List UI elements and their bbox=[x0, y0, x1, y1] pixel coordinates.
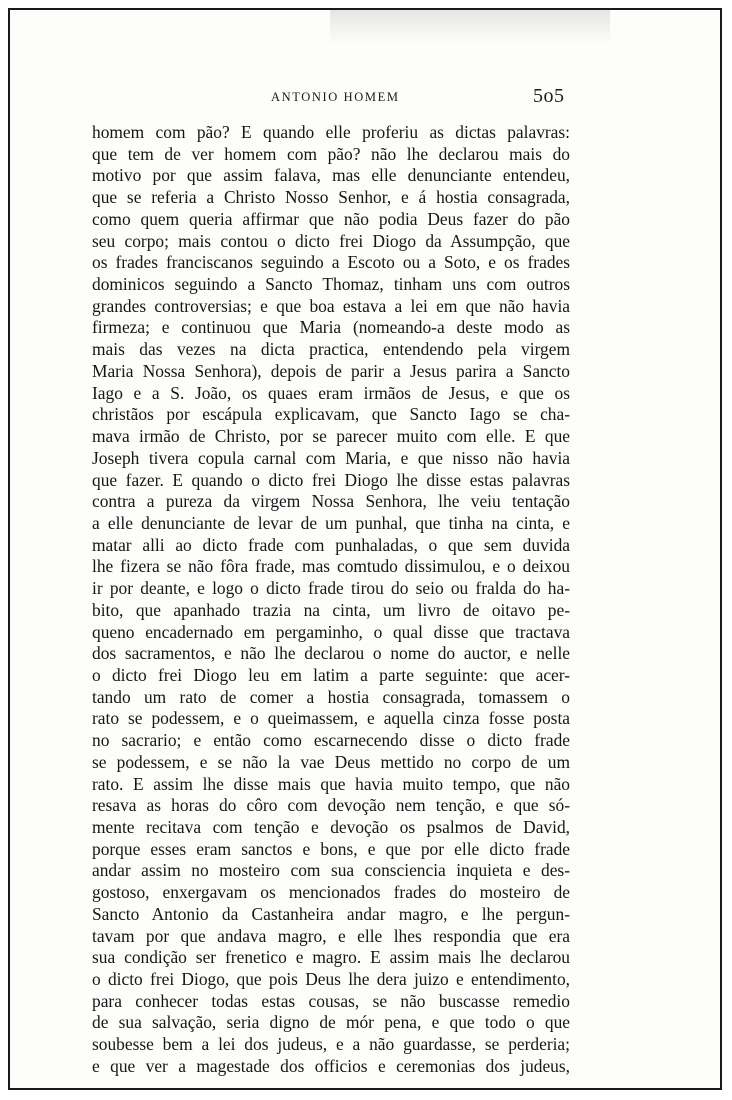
running-title: ANTONIO HOMEM bbox=[271, 90, 400, 104]
text-line: Maria Nossa Senhora), depois de parir a Jesus parira a Sancto bbox=[92, 360, 570, 381]
text-line: o dicto frei Diogo leu em latim a parte seguinte: que acer- bbox=[92, 664, 570, 685]
text-line: andar assim no mosteiro com sua consciencia inquieta e des- bbox=[92, 860, 570, 881]
text-line: os frades franciscanos seguindo a Escoto ou a Soto, e os frades bbox=[92, 252, 570, 273]
text-line: bito, que apanhado trazia na cinta, um livro de oitavo pe- bbox=[92, 599, 570, 620]
text-line: dos sacramentos, e não lhe declarou o nome do auctor, e nelle bbox=[92, 643, 570, 664]
text-line: rato se podessem, e o queimassem, e aquella cinza fosse posta bbox=[92, 708, 570, 729]
text-line: Iago e a S. João, os quaes eram irmãos de Jesus, e que os bbox=[92, 382, 570, 403]
text-line: christãos por escápula explicavam, que Sancto Iago se cha- bbox=[92, 404, 570, 425]
text-line: que fazer. E quando o dicto frei Diogo lhe disse estas palavras bbox=[92, 469, 570, 490]
text-line: o dicto frei Diogo, que pois Deus lhe dera juizo e entendimento, bbox=[92, 969, 570, 990]
text-line: resava as horas do côro com devoção nem tenção, e que só- bbox=[92, 795, 570, 816]
text-line: dominicos seguindo a Sancto Thomaz, tinham uns com outros bbox=[92, 274, 570, 295]
text-line: firmeza; e continuou que Maria (nomeando-a deste modo as bbox=[92, 317, 570, 338]
text-line: grandes controversias; e que boa estava a lei em que não havia bbox=[92, 295, 570, 316]
text-line: lhe fizera se não fôra frade, mas comtudo dissimulou, e o deixou bbox=[92, 556, 570, 577]
text-line: contra a pureza da virgem Nossa Senhora, lhe veiu tentação bbox=[92, 491, 570, 512]
text-line: homem com pão? E quando elle proferiu as dictas palavras: bbox=[92, 122, 570, 142]
text-line: sua condição ser frenetico e magro. E assim mais lhe declarou bbox=[92, 947, 570, 968]
text-line: Joseph tivera copula carnal com Maria, e que nisso não havia bbox=[92, 447, 570, 468]
text-line: soubesse bem a lei dos judeus, e a não guardasse, se perderia; bbox=[92, 1034, 570, 1055]
text-line: mais das vezes na dicta practica, entendendo pela virgem bbox=[92, 339, 570, 360]
text-line: se podessem, e se não la vae Deus mettido no corpo de um bbox=[92, 751, 570, 772]
body-text bbox=[92, 122, 570, 1078]
page-header bbox=[0, 87, 732, 111]
text-line: tando um rato de comer a hostia consagrada, tomassem o bbox=[92, 686, 570, 707]
text-line: ir por deante, e logo o dicto frade tirou do seio ou fralda do ha- bbox=[92, 578, 570, 599]
text-line: mava irmão de Christo, por se parecer muito com elle. E que bbox=[92, 426, 570, 447]
text-line: que se referia a Christo Nosso Senhor, e á hostia consagrada, bbox=[92, 187, 570, 208]
page-number: 5o5 bbox=[533, 85, 565, 107]
text-line: para conhecer todas estas cousas, se não buscasse remedio bbox=[92, 990, 570, 1011]
text-line: de sua salvação, seria digno de mór pena, e que todo o que bbox=[92, 1012, 570, 1033]
text-line: Sancto Antonio da Castanheira andar magro, e lhe pergun- bbox=[92, 903, 570, 924]
text-line: rato. E assim lhe disse mais que havia muito tempo, que não bbox=[92, 773, 570, 794]
text-line: e que ver a magestade dos officios e ceremonias dos judeus, bbox=[92, 1055, 570, 1076]
text-line: no sacrario; e então como escarnecendo disse o dicto frade bbox=[92, 730, 570, 751]
text-line: tavam por que andava magro, e elle lhes respondia que era bbox=[92, 925, 570, 946]
text-line: motivo por que assim falava, mas elle denunciante entendeu, bbox=[92, 165, 570, 186]
text-line: a elle denunciante de levar de um punhal, que tinha na cinta, e bbox=[92, 512, 570, 533]
text-line: como quem queria affirmar que não podia Deus fazer do pão bbox=[92, 208, 570, 229]
text-line: mente recitava com tenção e devoção os psalmos de David, bbox=[92, 817, 570, 837]
text-line: seu corpo; mais contou o dicto frei Diogo da Assumpção, que bbox=[92, 230, 570, 251]
text-line: porque esses eram sanctos e bons, e que por elle dicto frade bbox=[92, 838, 570, 859]
text-line: queno encadernado em pergaminho, o qual disse que tractava bbox=[92, 621, 570, 642]
scan-shadow bbox=[330, 10, 610, 44]
text-line: gostoso, enxergavam os mencionados frades do mosteiro de bbox=[92, 882, 570, 903]
text-line: matar alli ao dicto frade com punhaladas, o que sem duvida bbox=[92, 534, 570, 555]
text-line: que tem de ver homem com pão? não lhe declarou mais do bbox=[92, 143, 570, 164]
